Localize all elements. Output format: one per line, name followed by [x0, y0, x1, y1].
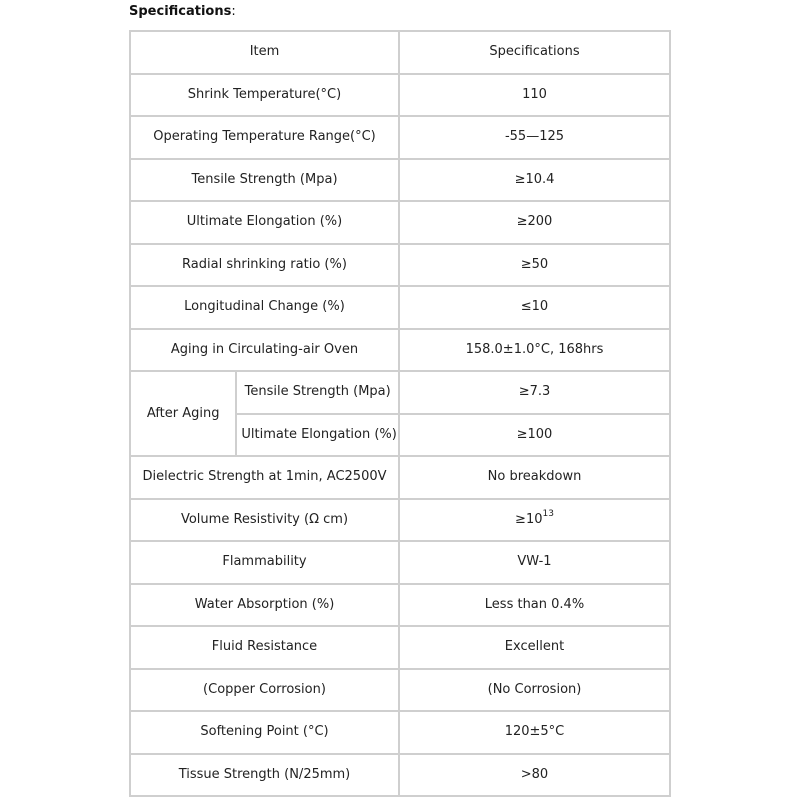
item-cell: Fluid Resistance — [131, 627, 400, 670]
spec-cell: VW-1 — [400, 542, 671, 585]
item-cell: Softening Point (°C) — [131, 712, 400, 755]
table-row-after-aging-tensile — [131, 372, 671, 415]
item-cell: Operating Temperature Range(°C) — [131, 117, 400, 160]
item-cell: Dielectric Strength at 1min, AC2500V — [131, 457, 400, 500]
header-item-cell: Item — [131, 32, 400, 75]
spec-cell: ≥100 — [400, 415, 671, 458]
table-row — [131, 542, 671, 585]
sub-item-cell: Ultimate Elongation (%) — [237, 415, 400, 458]
spec-base-value: ≥10 — [515, 511, 543, 527]
spec-cell: 158.0±1.0°C, 168hrs — [400, 330, 671, 373]
table-row — [131, 500, 671, 543]
table-row — [131, 755, 671, 798]
table-row — [131, 712, 671, 755]
item-cell: Shrink Temperature(°C) — [131, 75, 400, 118]
item-cell: Radial shrinking ratio (%) — [131, 245, 400, 288]
spec-cell: Excellent — [400, 627, 671, 670]
specifications-heading-colon: : — [231, 4, 236, 19]
spec-cell: ≤10 — [400, 287, 671, 330]
table-row — [131, 670, 671, 713]
spec-cell: ≥10.4 — [400, 160, 671, 203]
item-cell: Aging in Circulating-air Oven — [131, 330, 400, 373]
item-cell: Tissue Strength (N/25mm) — [131, 755, 400, 798]
item-cell: Volume Resistivity (Ω cm) — [131, 500, 400, 543]
table-row — [131, 202, 671, 245]
specifications-heading — [129, 3, 236, 21]
specifications-heading-label: Specifications — [129, 4, 232, 19]
item-cell: Ultimate Elongation (%) — [131, 202, 400, 245]
spec-cell: Less than 0.4% — [400, 585, 671, 628]
sub-item-cell: Tensile Strength (Mpa) — [237, 372, 400, 415]
table-row — [131, 330, 671, 373]
table-row — [131, 117, 671, 160]
table-row — [131, 627, 671, 670]
item-cell: Tensile Strength (Mpa) — [131, 160, 400, 203]
table-row — [131, 287, 671, 330]
spec-cell: ≥50 — [400, 245, 671, 288]
spec-cell: >80 — [400, 755, 671, 798]
table-row — [131, 75, 671, 118]
table-row — [131, 160, 671, 203]
item-cell: Water Absorption (%) — [131, 585, 400, 628]
item-cell: (Copper Corrosion) — [131, 670, 400, 713]
spec-cell: (No Corrosion) — [400, 670, 671, 713]
spec-cell: -55—125 — [400, 117, 671, 160]
spec-cell: No breakdown — [400, 457, 671, 500]
item-cell: Flammability — [131, 542, 400, 585]
table-row — [131, 245, 671, 288]
after-aging-group-cell: After Aging — [131, 372, 237, 457]
spec-exponent: 13 — [542, 509, 554, 520]
header-specifications-cell: Specifications — [400, 32, 671, 75]
table-header-row — [131, 32, 671, 75]
table-row — [131, 457, 671, 500]
spec-cell: ≥200 — [400, 202, 671, 245]
item-cell: Longitudinal Change (%) — [131, 287, 400, 330]
spec-cell: 120±5°C — [400, 712, 671, 755]
spec-cell: 110 — [400, 75, 671, 118]
spec-cell — [400, 500, 671, 543]
spec-cell: ≥7.3 — [400, 372, 671, 415]
table-row — [131, 585, 671, 628]
specifications-table — [129, 30, 671, 797]
